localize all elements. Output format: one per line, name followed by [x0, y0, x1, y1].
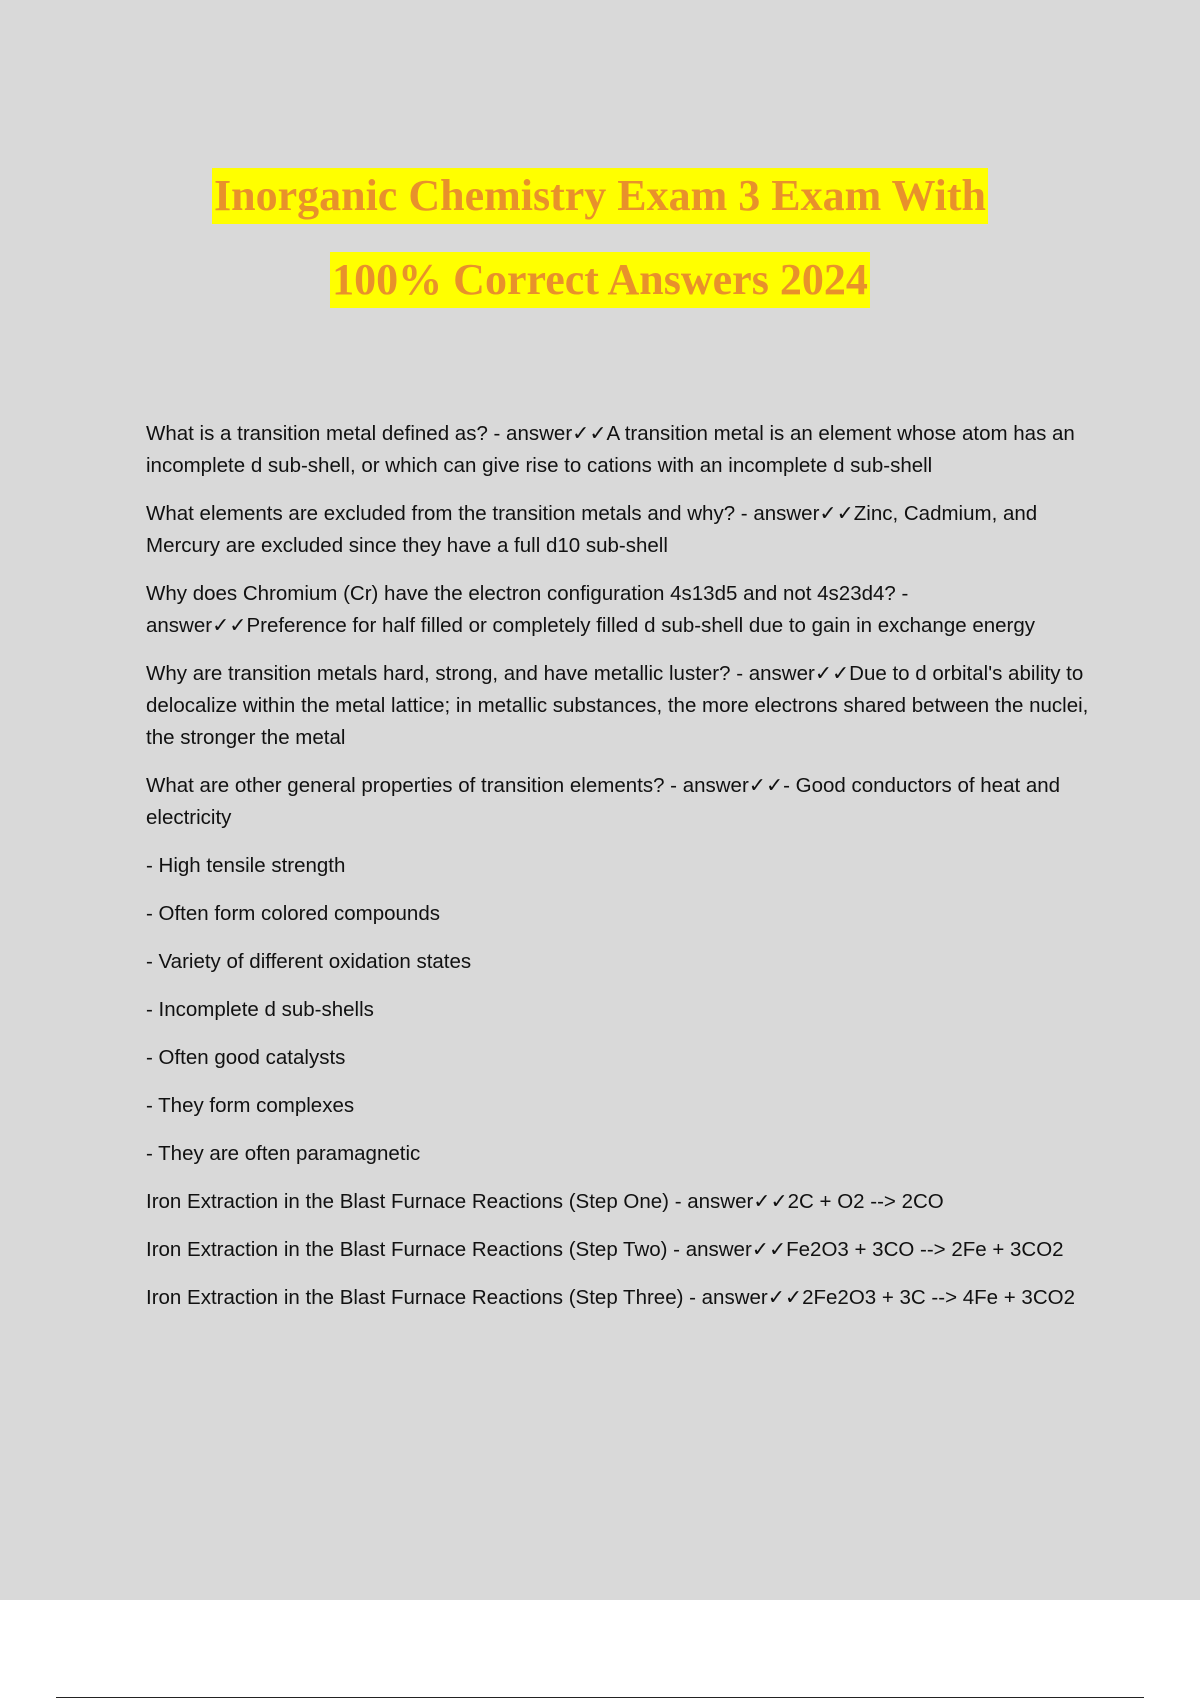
qa-content: [146, 418, 1096, 1330]
property-bullet: - Often good catalysts: [146, 1046, 346, 1069]
qa-item: Why does Chromium (Cr) have the electron configuration 4s13d5 and not 4s23d4? - answer✓✓Preference for half filled or completely filled d sub-shell due to gain in exchange energy: [146, 582, 1036, 637]
qa-item: Why are transition metals hard, strong, and have metallic luster? - answer✓✓Due to d orbital's ability to delocalize within the metal lattice; in metallic substances, the more electrons shared between the nuclei, the stronger the metal: [146, 662, 1089, 749]
title-line-2: 100% Correct Answers 2024: [330, 252, 870, 308]
qa-item: What are other general properties of transition elements? - answer✓✓- Good conductors of heat and electricity: [146, 774, 1061, 829]
qa-item: Iron Extraction in the Blast Furnace Reactions (Step Two) - answer✓✓Fe2O3 + 3CO --> 2Fe + 3CO2: [146, 1238, 1064, 1261]
qa-item: Iron Extraction in the Blast Furnace Reactions (Step One) - answer✓✓2C + O2 --> 2CO: [146, 1190, 944, 1213]
qa-item: What is a transition metal defined as? - answer✓✓A transition metal is an element whose atom has an incomplete d sub-shell, or which can give rise to cations with an incomplete d sub-shell: [146, 422, 1075, 477]
property-bullet: - They are often paramagnetic: [146, 1142, 421, 1165]
qa-item: What elements are excluded from the transition metals and why? - answer✓✓Zinc, Cadmium, and Mercury are excluded since they have a full d10 sub-shell: [146, 502, 1038, 557]
property-bullet: - They form complexes: [146, 1094, 355, 1117]
document-title: [0, 168, 1200, 308]
qa-item: Iron Extraction in the Blast Furnace Reactions (Step Three) - answer✓✓2Fe2O3 + 3C --> 4Fe + 3CO2: [146, 1286, 1075, 1309]
property-bullet: - Variety of different oxidation states: [146, 950, 472, 973]
footer-divider: [56, 1697, 1144, 1698]
property-bullet: - High tensile strength: [146, 854, 346, 877]
property-bullet: - Incomplete d sub-shells: [146, 998, 374, 1021]
property-bullet: - Often form colored compounds: [146, 902, 440, 925]
title-line-1: Inorganic Chemistry Exam 3 Exam With: [212, 168, 988, 224]
